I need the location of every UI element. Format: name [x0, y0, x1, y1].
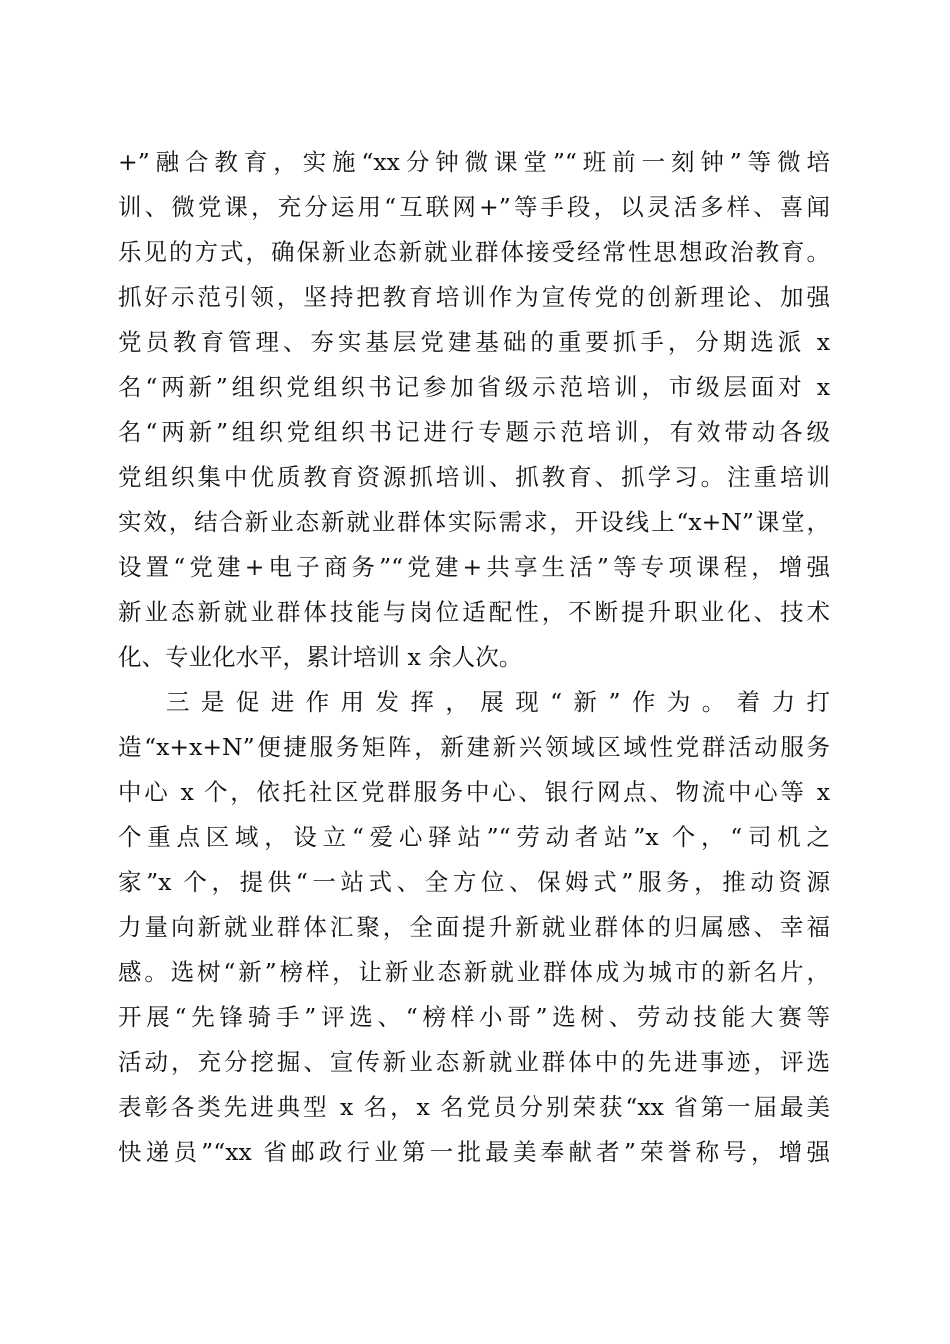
text-line: 活动，充分挖掘、宣传新业态新就业群体中的先进事迹，评选	[118, 1048, 830, 1076]
text-line: 表彰各类先进典型 x 名，x 名党员分别荣获“xx 省第一届最美	[118, 1093, 830, 1121]
text-line: 党组织集中优质教育资源抓培训、抓教育、抓学习。注重培训	[118, 463, 830, 491]
text-line: +”融合教育，实施“xx分钟微课堂”“班前一刻钟”等微培	[118, 148, 830, 176]
text-line: 名“两新”组织党组织书记参加省级示范培训，市级层面对 x	[118, 373, 830, 401]
text-line: 个重点区域，设立“爱心驿站”“劳动者站”x 个，“司机之	[118, 823, 830, 851]
text-line: 家”x 个，提供“一站式、全方位、保姆式”服务，推动资源	[118, 868, 830, 896]
text-line: 训、微党课，充分运用“互联网+”等手段，以灵活多样、喜闻	[118, 193, 830, 221]
text-line: 感。选树“新”榜样，让新业态新就业群体成为城市的新名片，	[118, 958, 830, 986]
text-line: 快递员”“xx 省邮政行业第一批最美奉献者”荣誉称号，增强	[118, 1138, 830, 1166]
text-line: 开展“先锋骑手”评选、“榜样小哥”选树、劳动技能大赛等	[118, 1003, 830, 1031]
text-line: 党员教育管理、夯实基层党建基础的重要抓手，分期选派 x	[118, 328, 830, 356]
text-line: 抓好示范引领，坚持把教育培训作为宣传党的创新理论、加强	[118, 283, 830, 311]
text-line: 设置“党建+电子商务”“党建+共享生活”等专项课程，增强	[118, 553, 830, 581]
text-line: 力量向新就业群体汇聚，全面提升新就业群体的归属感、幸福	[118, 913, 830, 941]
text-line: 乐见的方式，确保新业态新就业群体接受经常性思想政治教育。	[118, 238, 830, 266]
text-line: 化、专业化水平，累计培训 x 余人次。	[118, 643, 523, 671]
text-line: 造“x+x+N”便捷服务矩阵，新建新兴领域区域性党群活动服务	[118, 733, 830, 761]
text-line: 名“两新”组织党组织书记进行专题示范培训，有效带动各级	[118, 418, 830, 446]
text-line: 中心 x 个，依托社区党群服务中心、银行网点、物流中心等 x	[118, 778, 830, 806]
paragraph-heading-line: 三是促进作用发挥，展现“新”作为。着力打	[166, 688, 830, 716]
text-line: 新业态新就业群体技能与岗位适配性，不断提升职业化、技术	[118, 598, 830, 626]
text-line: 实效，结合新业态新就业群体实际需求，开设线上“x+N”课堂，	[118, 508, 830, 536]
